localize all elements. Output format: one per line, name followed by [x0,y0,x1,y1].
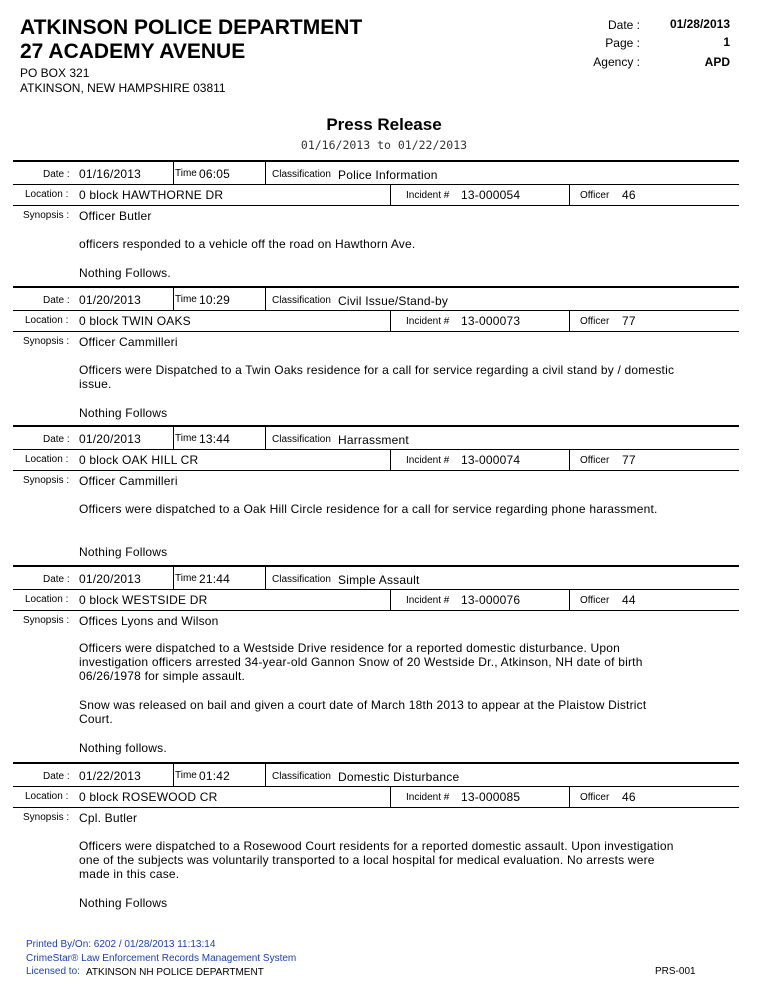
classification-field-label: Classification [272,771,331,782]
record-divider [569,787,570,807]
location-field-label: Location : [25,594,69,605]
incident-location: 0 block ROSEWOOD CR [79,790,218,804]
time-field-label: Time [175,433,197,444]
record-mid-rule [13,449,739,450]
synopsis-paragraph: Nothing Follows. [79,266,171,280]
report-title: Press Release [326,115,442,134]
record-top-rule [13,425,739,427]
record-divider [173,567,174,589]
record-divider [390,185,391,205]
incident-number: 13-000073 [461,314,521,328]
incident-number-label: Incident # [406,316,450,327]
synopsis-paragraph: Nothing follows. [79,741,167,755]
synopsis-officer: Offices Lyons and Wilson [79,614,219,628]
time-field-label: Time [175,168,197,179]
incident-location: 0 block WESTSIDE DR [79,593,208,607]
location-field-label: Location : [25,454,69,465]
officer-number: 46 [622,188,636,202]
location-field-label: Location : [25,791,69,802]
synopsis-field-label: Synopsis : [23,615,70,626]
date-field-label: Date : [43,169,70,180]
incident-record [13,160,739,290]
synopsis-field-label: Synopsis : [23,210,70,221]
record-divider [173,764,174,786]
incident-record [13,762,739,910]
footer-system-name: CrimeStar® Law Enforcement Records Management System [26,953,297,964]
synopsis-paragraph: Officers were dispatched to a Rosewood Court residents for a reported domestic assault. Upon investigation one of the subjects was voluntarily transported to a local hospital for medical evaluation. No arrests were made in this case. [79,839,674,881]
incident-number: 13-000074 [461,453,521,467]
incident-number: 13-000085 [461,790,521,804]
footer-licensed-label: Licensed to: [26,966,80,977]
synopsis-field-label: Synopsis : [23,336,70,347]
classification-field-label: Classification [272,434,331,445]
time-field-label: Time [175,573,197,584]
officer-number: 77 [622,453,636,467]
officer-field-label: Officer [580,316,610,327]
incident-number: 13-000076 [461,593,521,607]
incident-record [13,565,739,755]
record-divider [265,162,266,184]
classification-field-label: Classification [272,295,331,306]
record-divider [569,450,570,470]
date-field-label: Date : [43,295,70,306]
record-divider [173,427,174,449]
classification-field-label: Classification [272,574,331,585]
report-date-range: 01/16/2013 to 01/22/2013 [300,138,468,152]
record-mid-rule [13,786,739,787]
officer-field-label: Officer [580,792,610,803]
record-divider [569,185,570,205]
city-state: ATKINSON, NEW HAMPSHIRE 03811 [20,81,226,95]
record-top-rule [13,286,739,288]
synopsis-paragraph: Nothing Follows [79,406,168,420]
synopsis-paragraph: Nothing Follows [79,896,168,910]
record-divider [569,590,570,610]
incident-number-label: Incident # [406,792,450,803]
record-top-rule [13,565,739,567]
synopsis-field-label: Synopsis : [23,475,70,486]
incident-number: 13-000054 [461,188,521,202]
record-divider [569,311,570,331]
incident-classification: Domestic Disturbance [338,770,460,784]
record-location-rule [13,470,739,471]
record-divider [390,787,391,807]
date-label: Date : [607,18,640,32]
incident-date: 01/16/2013 [79,167,142,181]
date-field-label: Date : [43,771,70,782]
time-field-label: Time [175,294,197,305]
synopsis-officer: Officer Cammilleri [79,335,178,349]
incident-time: 10:29 [199,293,231,307]
incident-record [13,286,739,420]
incident-classification: Harrassment [338,433,409,447]
form-id: PRS-001 [655,966,696,977]
synopsis-paragraph: Nothing Follows [79,545,168,559]
officer-field-label: Officer [580,595,610,606]
synopsis-paragraph: Officers were Dispatched to a Twin Oaks residence for a call for service regarding a civil stand by / domestic issue. [79,363,675,391]
agency-label: Agency : [593,55,640,69]
incident-time: 01:42 [199,769,231,783]
record-top-rule [13,160,739,162]
synopsis-paragraph: Officers were dispatched to a Oak Hill Circle residence for a call for service regarding phone harassment. [79,502,658,516]
officer-number: 46 [622,790,636,804]
incident-date: 01/20/2013 [79,432,142,446]
record-location-rule [13,205,739,206]
incident-number-label: Incident # [406,595,450,606]
record-divider [265,427,266,449]
classification-field-label: Classification [272,169,331,180]
report-date: 01/28/2013 [669,17,730,31]
date-field-label: Date : [43,574,70,585]
incident-date: 01/20/2013 [79,572,142,586]
record-divider [173,162,174,184]
time-field-label: Time [175,770,197,781]
date-field-label: Date : [43,434,70,445]
incident-number-label: Incident # [406,190,450,201]
synopsis-paragraph: officers responded to a vehicle off the road on Hawthorn Ave. [79,237,416,251]
agency-street: 27 ACADEMY AVENUE [20,40,246,63]
footer-licensed-value: ATKINSON NH POLICE DEPARTMENT [86,967,264,978]
footer-printed-by: Printed By/On: 6202 / 01/28/2013 11:13:14 [26,939,216,950]
incident-record [13,425,739,559]
po-box: PO BOX 321 [20,66,90,80]
location-field-label: Location : [25,315,69,326]
record-location-rule [13,610,739,611]
synopsis-field-label: Synopsis : [23,812,70,823]
incident-date: 01/22/2013 [79,769,142,783]
synopsis-paragraph: Officers were dispatched to a Westside Drive residence for a reported domestic disturbance. Upon investigation officers arrested 34-year-old Gannon Snow of 20 Westside Dr., Atkinson, NH date of birth 06/26/1978 for simple assault. [79,641,643,683]
record-divider [390,311,391,331]
record-divider [173,288,174,310]
record-location-rule [13,331,739,332]
officer-number: 77 [622,314,636,328]
record-mid-rule [13,184,739,185]
location-field-label: Location : [25,189,69,200]
incident-number-label: Incident # [406,455,450,466]
incident-location: 0 block HAWTHORNE DR [79,188,224,202]
synopsis-officer: Cpl. Butler [79,811,138,825]
incident-time: 21:44 [199,572,231,586]
incident-location: 0 block OAK HILL CR [79,453,199,467]
incident-time: 13:44 [199,432,231,446]
record-divider [265,764,266,786]
incident-location: 0 block TWIN OAKS [79,314,191,328]
officer-number: 44 [622,593,636,607]
incident-classification: Simple Assault [338,573,420,587]
incident-classification: Civil Issue/Stand-by [338,294,449,308]
agency-name: ATKINSON POLICE DEPARTMENT [20,16,363,39]
record-divider [390,450,391,470]
incident-time: 06:05 [199,167,231,181]
synopsis-paragraph: Snow was released on bail and given a court date of March 18th 2013 to appear at the Plaistow District Court. [79,698,647,726]
synopsis-officer: Officer Butler [79,209,152,223]
agency-code: APD [704,55,730,69]
record-mid-rule [13,310,739,311]
record-divider [265,288,266,310]
record-mid-rule [13,589,739,590]
officer-field-label: Officer [580,190,610,201]
record-divider [390,590,391,610]
record-top-rule [13,762,739,764]
record-divider [265,567,266,589]
synopsis-officer: Officer Cammilleri [79,474,178,488]
page-number: 1 [723,35,730,49]
officer-field-label: Officer [580,455,610,466]
record-location-rule [13,807,739,808]
incident-date: 01/20/2013 [79,293,142,307]
page-label: Page : [605,36,640,50]
incident-classification: Police Information [338,168,438,182]
